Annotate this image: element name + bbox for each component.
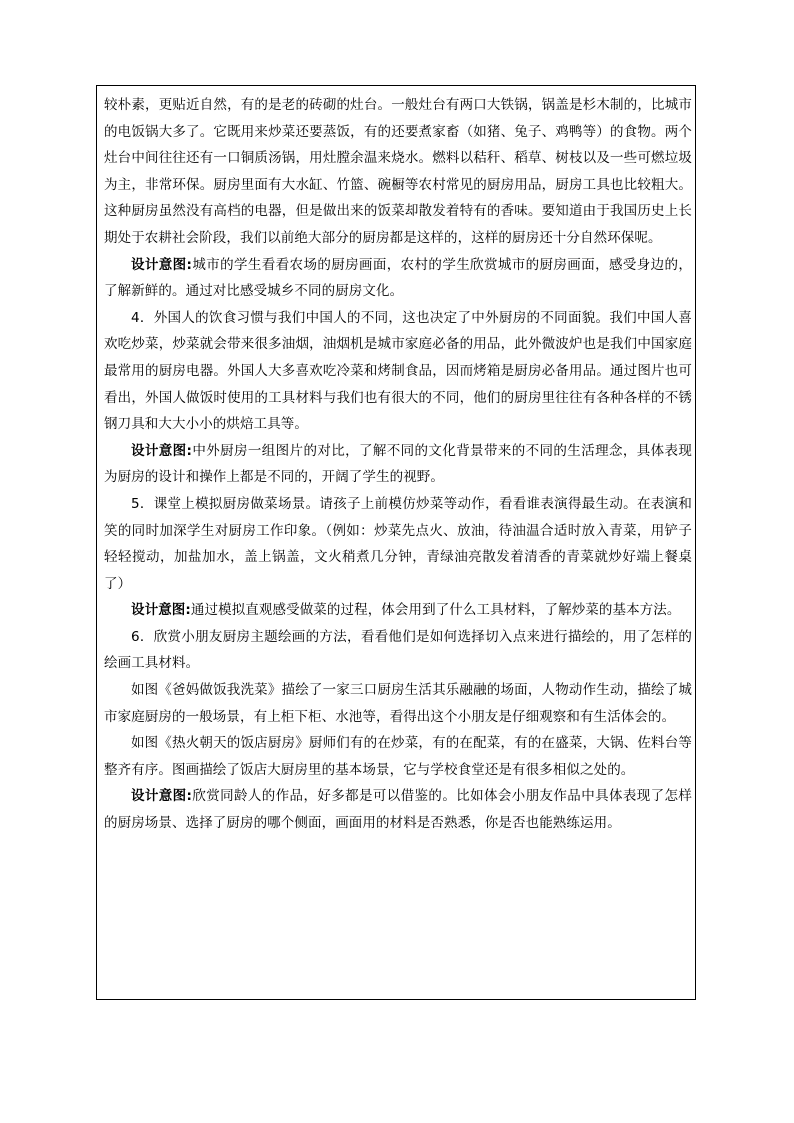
paragraph-design-intent-4	[104, 783, 692, 836]
paragraph-example-1	[104, 677, 692, 730]
paragraph-item-6	[104, 624, 692, 677]
paragraph-item-4	[104, 305, 692, 438]
design-intent-label: 设计意图:	[131, 442, 193, 459]
paragraph-rural-kitchen	[104, 92, 692, 252]
design-intent-label: 设计意图:	[131, 602, 191, 619]
paragraph-text: 4．外国人的饮食习惯与我们中国人的不同，这也决定了中外厨房的不同面貌。我们中国人喜欢吃炒菜，炒菜就会带来很多油烟，油烟机是城市家庭必备的用品，此外微波炉也是我们中国家庭最常用的厨房电器。外国人大多喜欢吃冷菜和烤制食品，因而烤箱是厨房必备用品。通过图片也可看出，外国人做饭时使用的工具材料与我们也有很大的不同，他们的厨房里往往有各种各样的不锈钢刀具和大大小小的烘焙工具等。	[104, 309, 692, 433]
design-intent-label: 设计意图:	[131, 788, 193, 805]
paragraph-item-5	[104, 491, 692, 597]
paragraph-design-intent-1	[104, 252, 692, 305]
paragraph-text: 欣赏同龄人的作品，好多都是可以借鉴的。比如体会小朋友作品中具体表现了怎样的厨房场景、选择了厨房的哪个侧面，画面用的材料是否熟悉，你是否也能熟练运用。	[104, 788, 692, 832]
paragraph-text: 城市的学生看看农场的厨房画面，农村的学生欣赏城市的厨房画面，感受身边的，了解新鲜的。通过对比感受城乡不同的厨房文化。	[104, 256, 692, 300]
paragraph-design-intent-3	[104, 597, 692, 624]
paragraph-text: 5．课堂上模拟厨房做菜场景。请孩子上前模仿炒菜等动作，看看谁表演得最生动。在表演和笑的同时加深学生对厨房工作印象。（例如：炒菜先点火、放油，待油温合适时放入青菜，用铲子轻轻搅动，加盐加水，盖上锅盖，文火稍煮几分钟，青绿油亮散发着清香的青菜就炒好端上餐桌了）	[104, 495, 692, 592]
paragraph-example-2	[104, 730, 692, 783]
paragraph-text: 6．欣赏小朋友厨房主题绘画的方法，看看他们是如何选择切入点来进行描绘的，用了怎样的绘画工具材料。	[104, 628, 692, 672]
paragraph-design-intent-2	[104, 438, 692, 491]
paragraph-text: 通过模拟直观感受做菜的过程，体会用到了什么工具材料，了解炒菜的基本方法。	[190, 602, 681, 619]
paragraph-text: 中外厨房一组图片的对比，了解不同的文化背景带来的不同的生活理念，具体表现为厨房的设计和操作上都是不同的，开阔了学生的视野。	[104, 442, 692, 486]
document-body	[104, 92, 692, 837]
paragraph-text: 较朴素，更贴近自然，有的是老的砖砌的灶台。一般灶台有两口大铁锅，锅盖是杉木制的，比城市的电饭锅大多了。它既用来炒菜还要蒸饭，有的还要煮家畜（如猪、兔子、鸡鸭等）的食物。两个灶台中间往往还有一口铜质汤锅，用灶膛余温来烧水。燃料以秸秆、稻草、树枝以及一些可燃垃圾为主，非常环保。厨房里面有大水缸、竹篮、碗橱等农村常见的厨房用品，厨房工具也比较粗大。这种厨房虽然没有高档的电器，但是做出来的饭菜却散发着特有的香味。要知道由于我国历史上长期处于农耕社会阶段，我们以前绝大部分的厨房都是这样的，这样的厨房还十分自然环保呢。	[104, 97, 692, 246]
paragraph-text: 如图《爸妈做饭我洗菜》描绘了一家三口厨房生活其乐融融的场面，人物动作生动，描绘了城市家庭厨房的一般场景，有上柜下柜、水池等，看得出这个小朋友是仔细观察和有生活体会的。	[104, 682, 692, 725]
design-intent-label: 设计意图:	[131, 256, 193, 273]
paragraph-text: 如图《热火朝天的饭店厨房》厨师们有的在炒菜，有的在配菜，有的在盛菜，大锅、佐料台等整齐有序。图画描绘了饭店大厨房里的基本场景，它与学校食堂还是有很多相似之处的。	[104, 735, 692, 778]
